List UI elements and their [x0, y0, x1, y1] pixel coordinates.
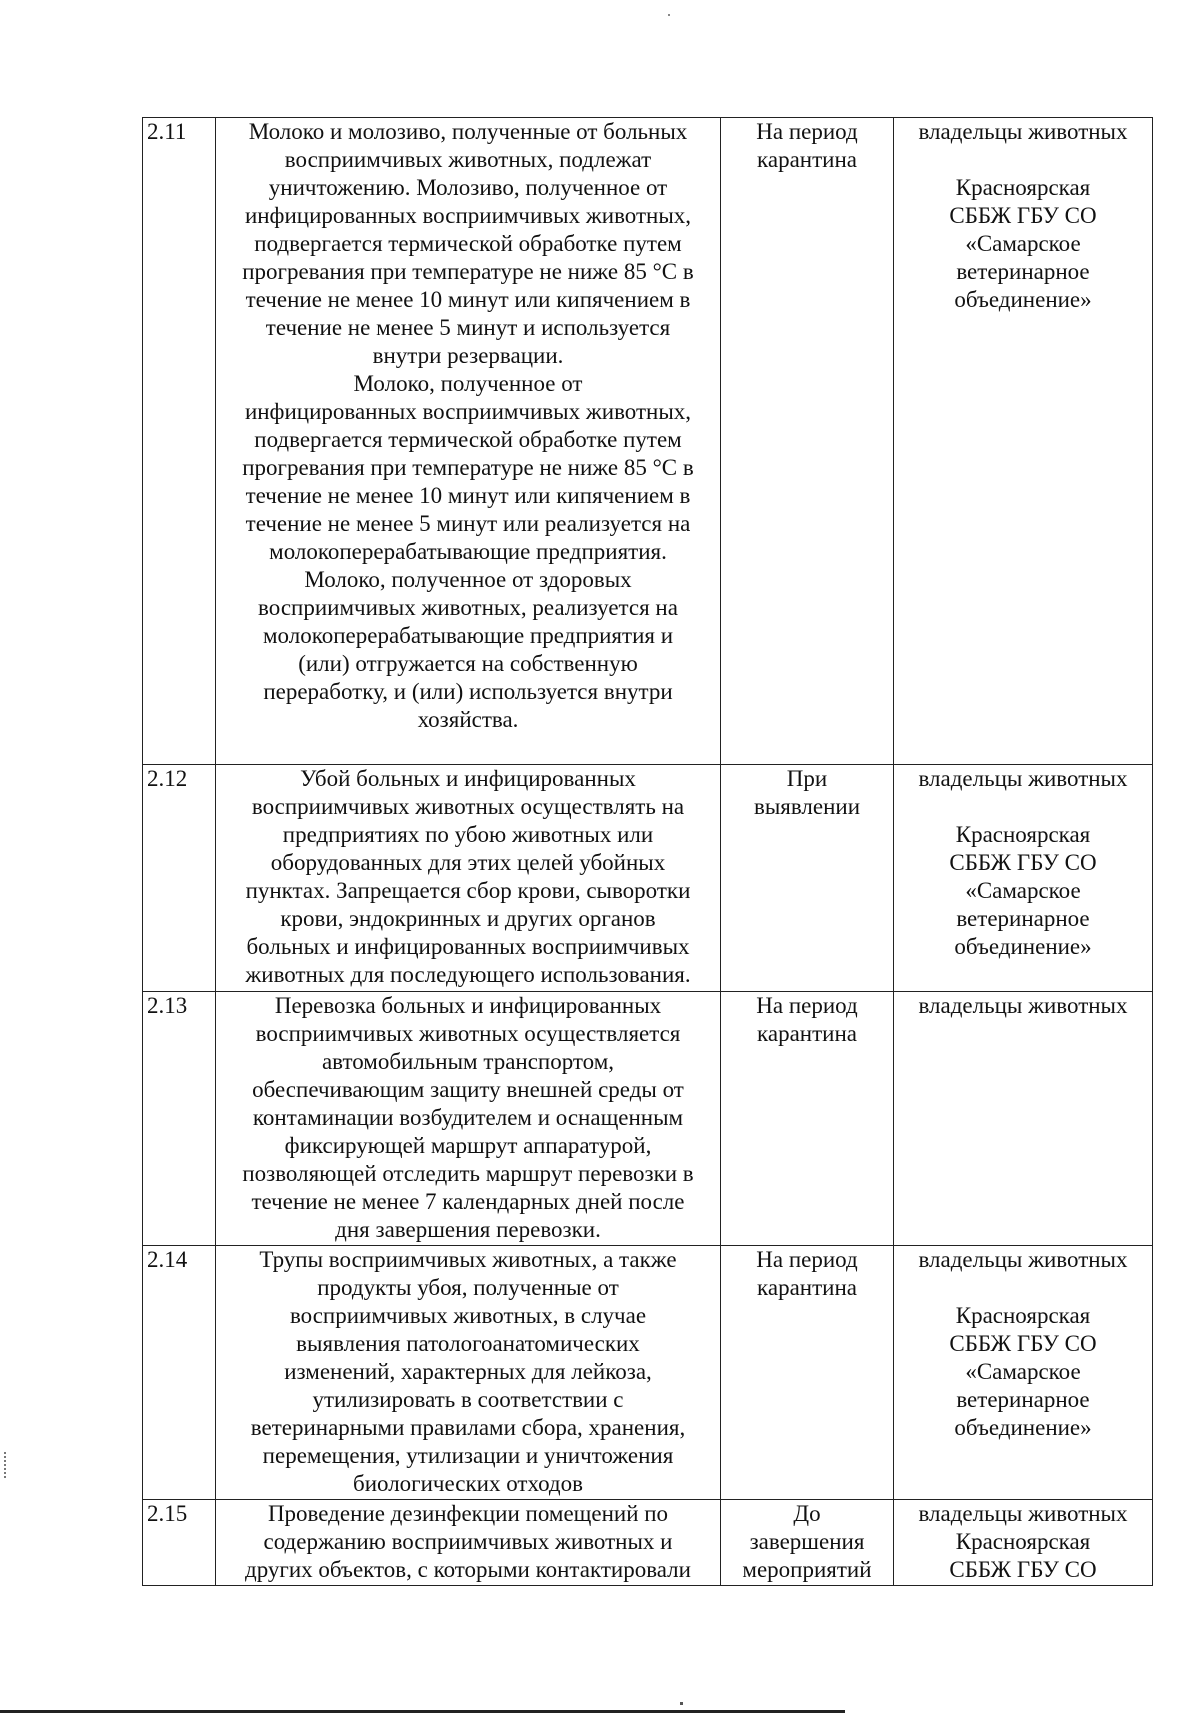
- measures-table: [142, 117, 1153, 1586]
- measure-text: [216, 1500, 721, 1586]
- responsible-owner: владельцы животных: [918, 1247, 1128, 1272]
- row-number: 2.14: [143, 1246, 216, 1500]
- measure-paragraph: Трупы восприимчивых животных, а также продукты убоя, полученные от восприимчивых животных, в случае выявления патологоанатомических изменений, характерных для лейкоза, утилизировать в соответствии с ветеринарными правилами сбора, хранения, перемещения, утилизации и уничтожения биологических отходов: [250, 1247, 686, 1496]
- measure-paragraph: Молоко, полученное от инфицированных восприимчивых животных, подвергается термической обработке путем прогревания при температуре не ниже 85 °С в течение не менее 10 минут или кипячением в течение не менее 5 минут или реализуется на молокоперерабатывающие предприятия.: [242, 371, 694, 564]
- measure-text: [216, 118, 721, 765]
- measure-paragraph: Молоко и молозиво, полученные от больных восприимчивых животных, подлежат уничтожению. Молозиво, полученное от инфицированных восприимчивых животных, подвергается термической обработке путем прогревания при температуре не ниже 85 °С в течение не менее 10 минут или кипячением в течение не менее 5 минут и используется внутри резервации.: [242, 119, 694, 368]
- measure-text: [216, 765, 721, 992]
- measure-paragraph: Проведение дезинфекции помещений по содержанию восприимчивых животных и других объектов, с которыми контактировали: [245, 1501, 691, 1582]
- scan-speck: [680, 1702, 683, 1705]
- term-text: При выявлении: [721, 765, 894, 992]
- responsible-org: Красноярская СББЖ ГБУ СО «Самарское ветеринарное объединение»: [949, 1303, 1097, 1440]
- scan-margin-marks: [4, 1452, 8, 1478]
- responsible-org: Красноярская СББЖ ГБУ СО «Самарское ветеринарное объединение»: [949, 175, 1097, 312]
- measure-paragraph: Молоко, полученное от здоровых восприимчивых животных, реализуется на молокоперерабатывающие предприятия и (или) отгружается на собственную переработку, и (или) используется внутри хозяйства.: [258, 567, 678, 732]
- responsible-owner: владельцы животных: [918, 1501, 1128, 1526]
- table-row: [143, 118, 1153, 765]
- term-text: На период карантина: [721, 118, 894, 765]
- table-row: [143, 765, 1153, 992]
- responsible-owner: владельцы животных: [918, 993, 1128, 1018]
- measure-text: [216, 992, 721, 1246]
- responsible-owner: владельцы животных: [918, 766, 1128, 791]
- measure-paragraph: Перевозка больных и инфицированных восприимчивых животных осуществляется автомобильным транспортом, обеспечивающим защиту внешней среды от контаминации возбудителем и оснащенным фиксирующей маршрут аппаратурой, позволяющей отследить маршрут перевозки в течение не менее 7 календарных дней после дня завершения перевозки.: [242, 993, 694, 1242]
- row-number: 2.15: [143, 1500, 216, 1586]
- table-row: [143, 1246, 1153, 1500]
- responsible-org: Красноярская СББЖ ГБУ СО «Самарское ветеринарное объединение»: [949, 822, 1097, 959]
- measure-text: [216, 1246, 721, 1500]
- responsible-text: [894, 765, 1153, 992]
- row-number: 2.13: [143, 992, 216, 1246]
- term-text: На период карантина: [721, 1246, 894, 1500]
- responsible-org: Красноярская СББЖ ГБУ СО: [949, 1529, 1097, 1582]
- scan-bottom-edge: [0, 1710, 845, 1713]
- measure-paragraph: Убой больных и инфицированных восприимчивых животных осуществлять на предприятиях по убою животных или оборудованных для этих целей убойных пунктах. Запрещается сбор крови, сыворотки крови, эндокринных и других органов больных и инфицированных восприимчивых животных для последующего использования.: [245, 766, 691, 987]
- row-number: 2.12: [143, 765, 216, 992]
- responsible-text: [894, 992, 1153, 1246]
- responsible-text: [894, 1500, 1153, 1586]
- row-number: 2.11: [143, 118, 216, 765]
- term-text: До завершения мероприятий: [721, 1500, 894, 1586]
- scan-speck: [668, 14, 670, 16]
- responsible-text: [894, 1246, 1153, 1500]
- table-row: [143, 992, 1153, 1246]
- term-text: На период карантина: [721, 992, 894, 1246]
- responsible-text: [894, 118, 1153, 765]
- responsible-owner: владельцы животных: [918, 119, 1128, 144]
- table-row: [143, 1500, 1153, 1586]
